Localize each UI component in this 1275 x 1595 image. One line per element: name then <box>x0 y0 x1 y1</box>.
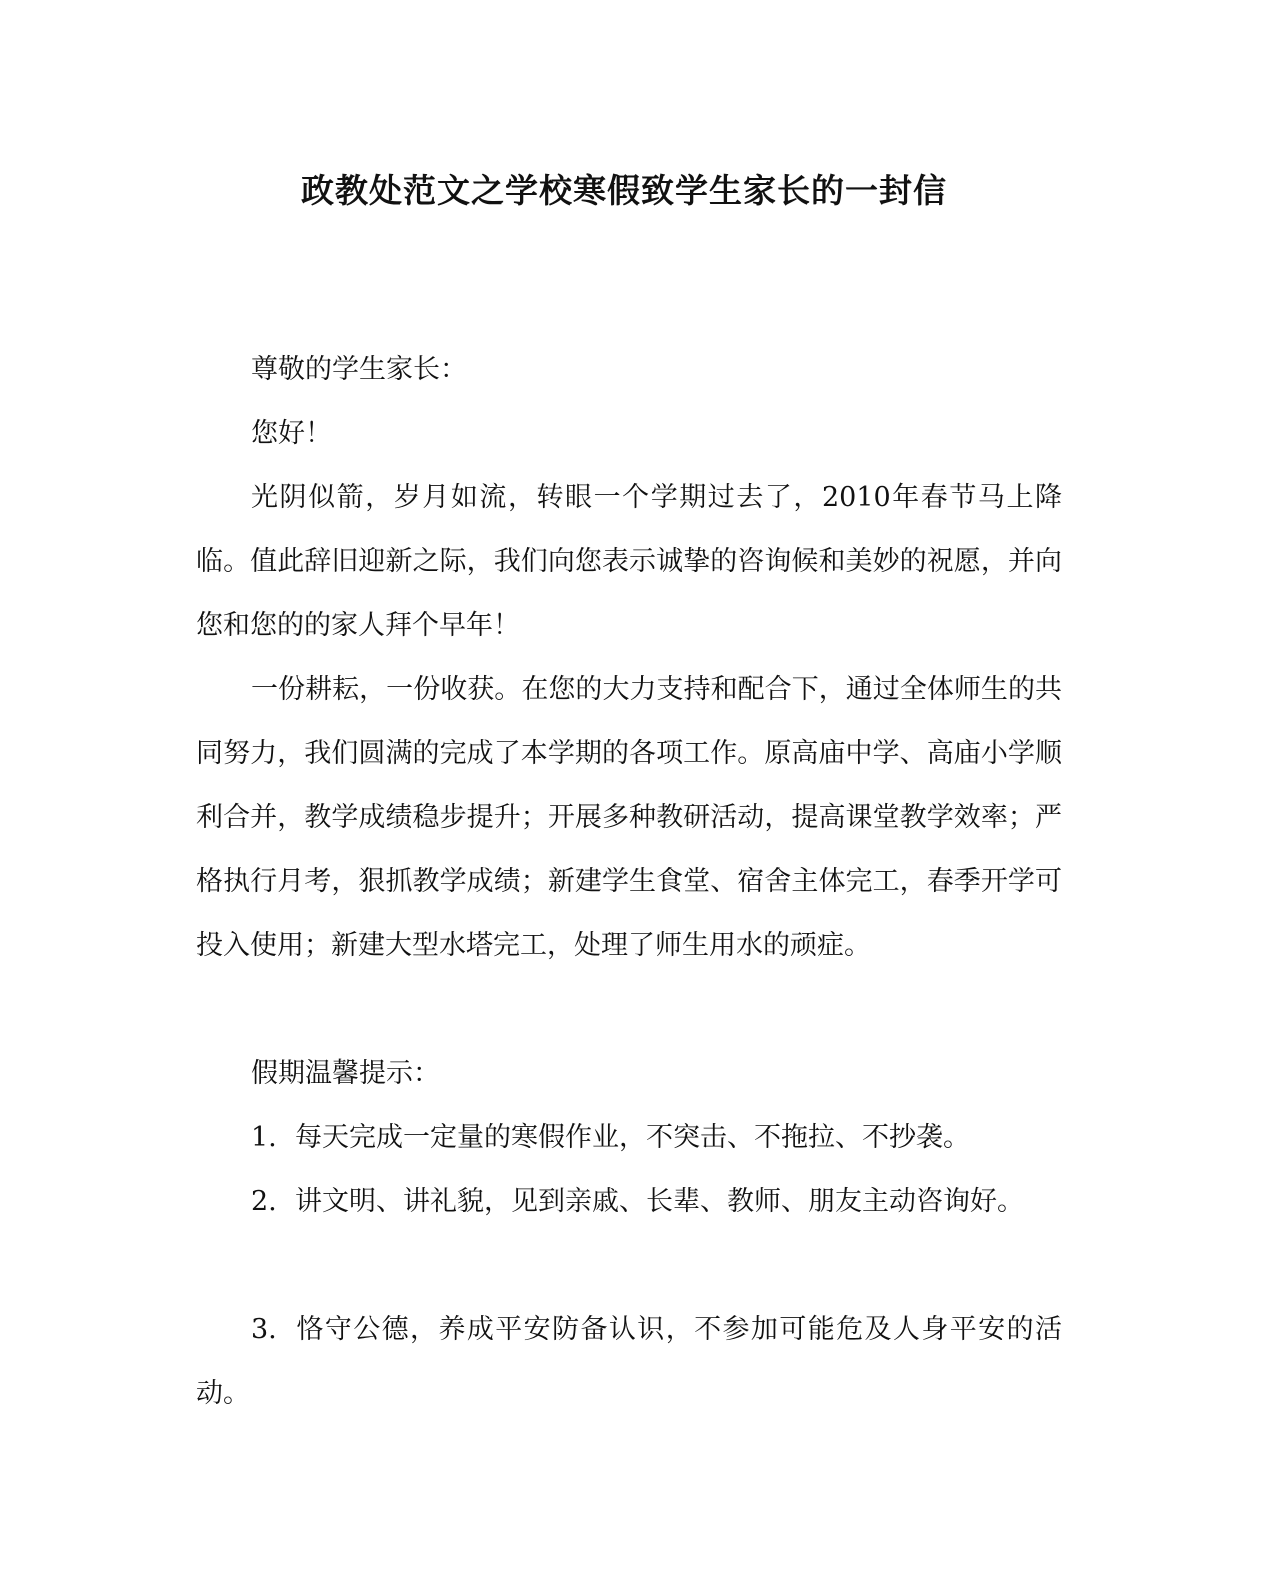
tip-number: 3. <box>251 1314 277 1345</box>
tip-item <box>196 1298 1062 1426</box>
salutation: 尊敬的学生家长： <box>251 354 467 385</box>
tip-number: 2. <box>251 1186 277 1217</box>
greeting: 您好！ <box>251 418 332 449</box>
tip-item <box>196 1106 1062 1170</box>
paragraph-opening: 光阴似箭，岁月如流，转眼一个学期过去了，2010年春节马上降临。值此辞旧迎新之际，我们向您表示诚挚的咨询候和美妙的祝愿，并向您和您的的家人拜个早年！ <box>196 482 1062 641</box>
tip-number: 1. <box>251 1122 277 1153</box>
tip-item <box>196 1170 1062 1234</box>
tip-text: 每天完成一定量的寒假作业，不突击、不拖拉、不抄袭。 <box>295 1122 970 1153</box>
paragraph-achievements: 一份耕耘，一份收获。在您的大力支持和配合下，通过全体师生的共同努力，我们圆满的完成了本学期的各项工作。原高庙中学、高庙小学顺利合并，教学成绩稳步提升；开展多种教研活动，提高课堂教学效率；严格执行月考，狠抓教学成绩；新建学生食堂、宿舍主体完工，春季开学可投入使用；新建大型水塔完工，处理了师生用水的顽症。 <box>196 674 1062 961</box>
document-title: 政教处范文之学校寒假致学生家长的一封信 <box>301 171 947 210</box>
tips-heading: 假期温馨提示： <box>251 1058 440 1089</box>
tip-text: 讲文明、讲礼貌，见到亲戚、长辈、教师、朋友主动咨询好。 <box>295 1186 1024 1217</box>
tip-text: 恪守公德，养成平安防备认识，不参加可能危及人身平安的活动。 <box>196 1314 1062 1409</box>
